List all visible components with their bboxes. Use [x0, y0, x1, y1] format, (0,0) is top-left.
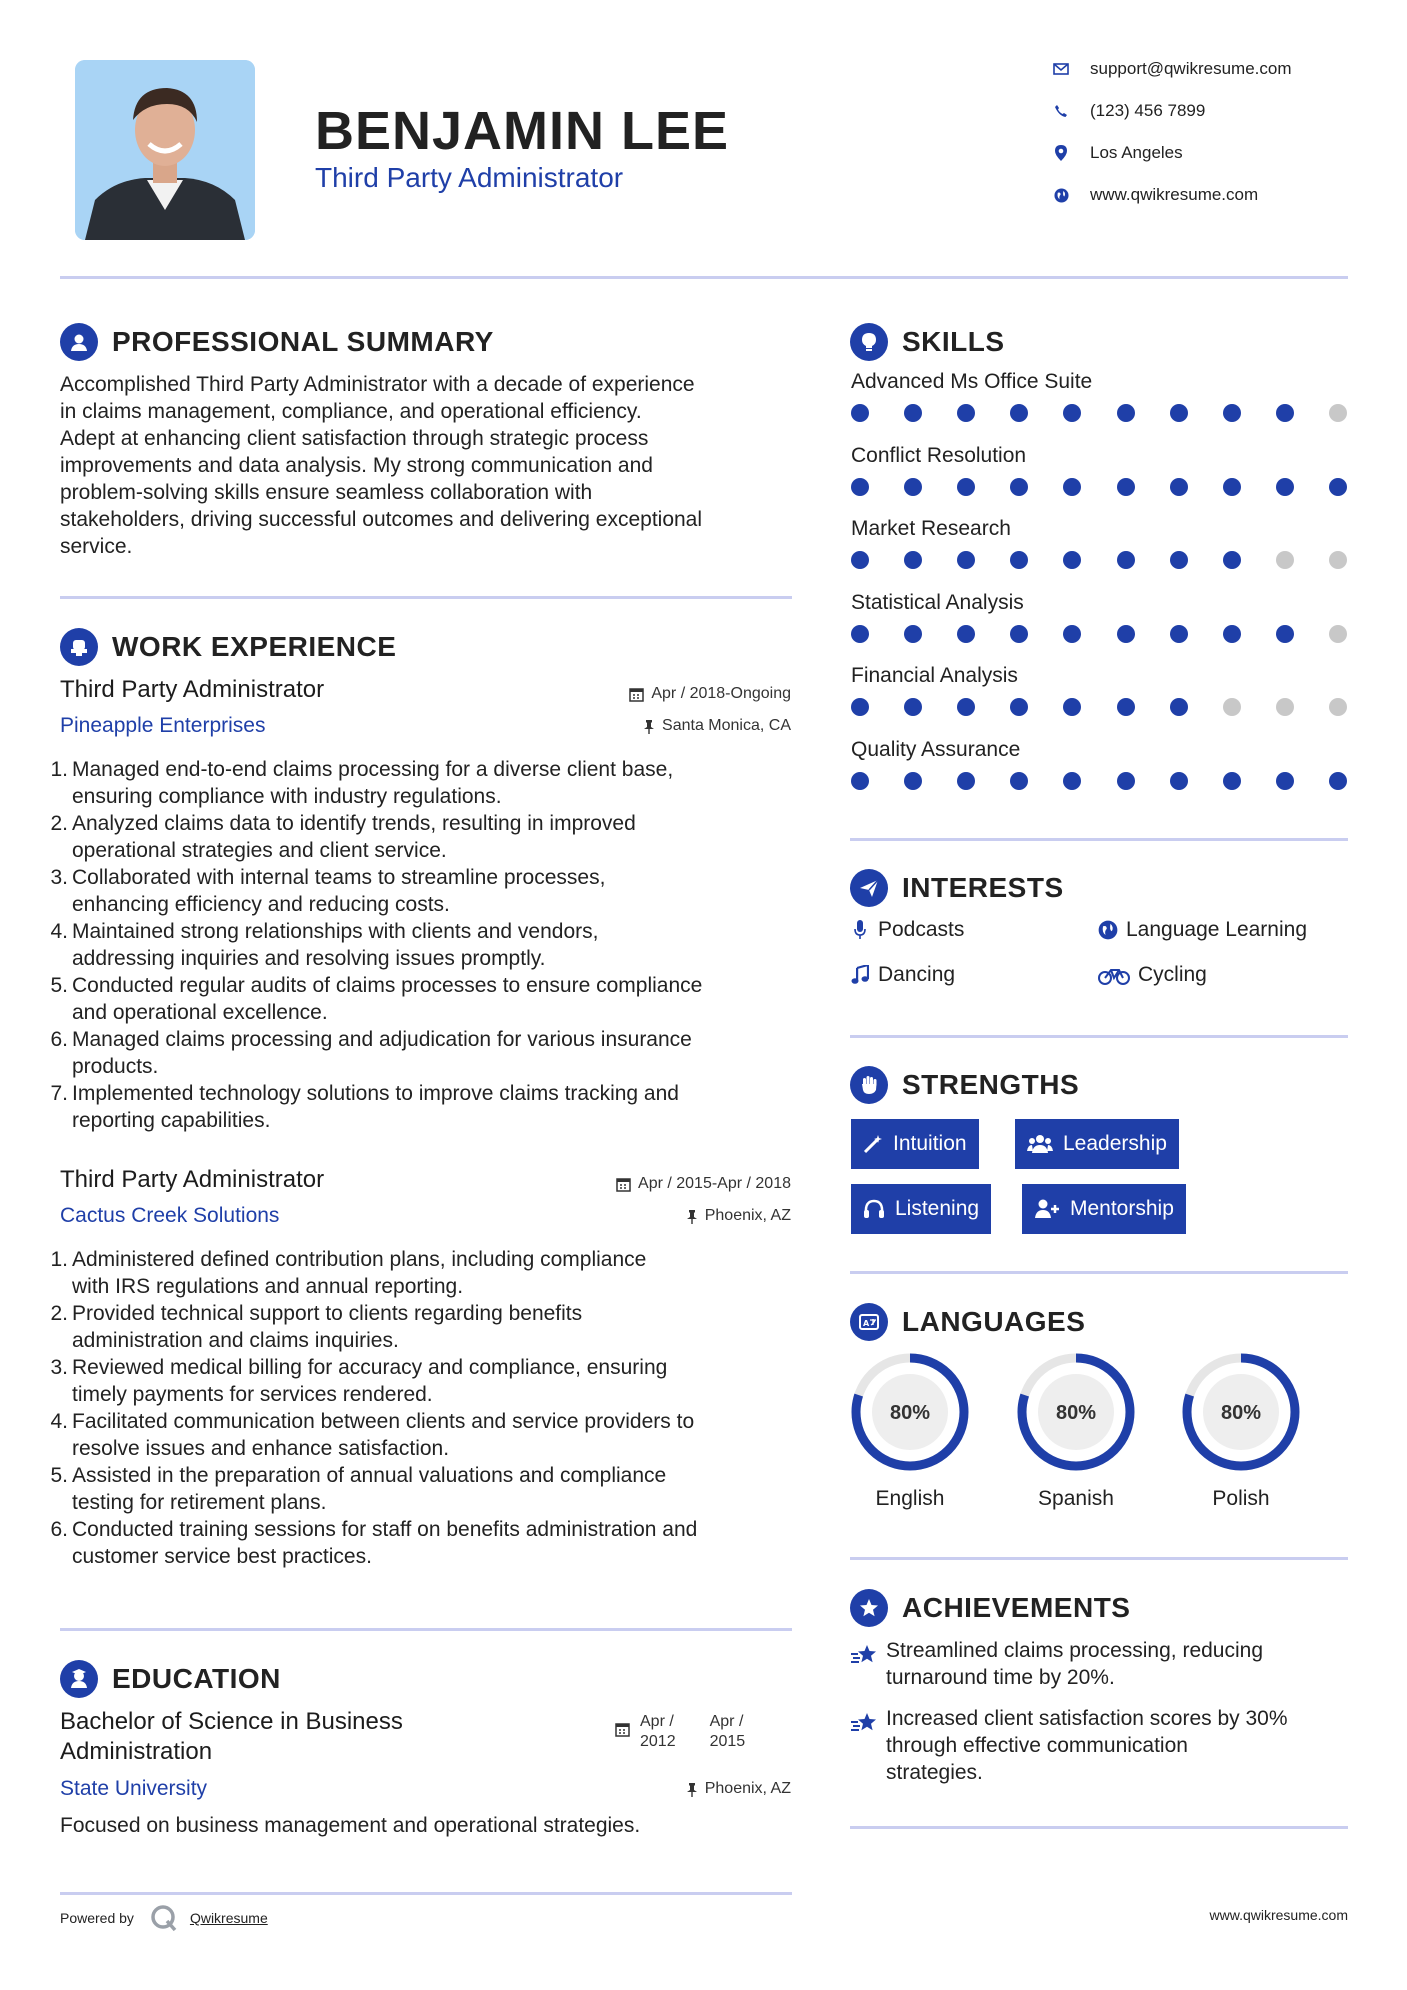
list-item: 5. Conducted regular audits of claims processes to ensure compliance and operational excellence.: [50, 974, 703, 1024]
rating-dot-filled: [904, 772, 922, 790]
rating-dot-filled: [1063, 478, 1081, 496]
language-percent: 80%: [889, 1402, 931, 1424]
rating-dot-filled: [904, 698, 922, 716]
rating-dot-filled: [957, 551, 975, 569]
skill-rating: [851, 404, 1347, 422]
star-badge-icon: [850, 1589, 888, 1627]
summary-heading: PROFESSIONAL SUMMARY: [60, 323, 494, 361]
shooting-star-icon: [850, 1643, 886, 1691]
education-dates: Apr / 2012 Apr / 2015: [615, 1712, 745, 1752]
graduate-icon: [60, 1660, 98, 1698]
briefcase-icon: [60, 628, 98, 666]
rating-dot-filled: [1063, 698, 1081, 716]
experience-divider: [60, 1628, 792, 1631]
strength-mentorship: Mentorship: [1022, 1184, 1186, 1234]
skill-rating: [851, 625, 1347, 643]
envelope-icon: [1050, 58, 1072, 80]
rating-dot-filled: [957, 478, 975, 496]
powered-by: Powered by Qwikresume: [60, 1904, 268, 1932]
user-circle-icon: [60, 323, 98, 361]
rating-dot-filled: [1276, 478, 1294, 496]
language-progress-ring: [1179, 1350, 1303, 1474]
language-name: English: [875, 1487, 945, 1510]
calendar-icon: [616, 1177, 631, 1192]
interest-dancing: Dancing: [850, 963, 955, 987]
education-divider: [60, 1892, 792, 1895]
rating-dot-filled: [1223, 551, 1241, 569]
list-item: 6. Managed claims processing and adjudication for various insurance products.: [50, 1028, 692, 1078]
list-item: 3. Reviewed medical billing for accuracy and compliance, ensuring timely payments for services rendered.: [50, 1356, 668, 1406]
rating-dot-filled: [851, 404, 869, 422]
language-percent: 80%: [1055, 1402, 1097, 1424]
rating-dot-filled: [1329, 478, 1347, 496]
list-item: 1. Administered defined contribution plans, including compliance with IRS regulations and annual reporting.: [50, 1248, 647, 1298]
pushpin-icon: [643, 719, 655, 734]
rating-dot-filled: [904, 551, 922, 569]
job-location: Santa Monica, CA: [643, 717, 791, 735]
rating-dot-filled: [1117, 625, 1135, 643]
raised-fist-icon: [850, 1066, 888, 1104]
header-divider: [60, 276, 1348, 279]
profile-photo: [75, 60, 255, 240]
skill-item: [851, 664, 1347, 716]
rating-dot-empty: [1329, 551, 1347, 569]
rating-dot-filled: [1170, 478, 1188, 496]
svg-text:A: A: [863, 1319, 870, 1328]
list-item: 2. Provided technical support to clients regarding benefits administration and claims inquiries.: [50, 1302, 583, 1352]
achievements-divider: [850, 1826, 1348, 1829]
strengths-divider: [850, 1271, 1348, 1274]
language-item: [1014, 1350, 1138, 1479]
skill-name: Quality Assurance: [851, 737, 1021, 761]
education-heading: EDUCATION: [60, 1660, 281, 1698]
rating-dot-filled: [1170, 772, 1188, 790]
rating-dot-filled: [1170, 551, 1188, 569]
rating-dot-filled: [1170, 625, 1188, 643]
phone-icon: [1050, 100, 1072, 122]
rating-dot-filled: [1170, 698, 1188, 716]
rating-dot-filled: [1223, 772, 1241, 790]
skill-name: Financial Analysis: [851, 664, 1018, 687]
rating-dot-filled: [1010, 698, 1028, 716]
list-item: 4. Facilitated communication between clients and service providers to resolve issues and enhance satisfaction.: [50, 1410, 695, 1460]
list-item: 1. Managed end-to-end claims processing for a diverse client base, ensuring compliance with industry regulations.: [50, 758, 674, 808]
interest-language-learning: Language Learning: [1098, 918, 1307, 942]
rating-dot-empty: [1329, 698, 1347, 716]
skill-item: [851, 738, 1347, 790]
job-company: Cactus Creek Solutions: [60, 1204, 280, 1227]
contact-location: Los Angeles: [1050, 142, 1183, 164]
job-dates: Apr / 2015-Apr / 2018: [616, 1175, 791, 1193]
lightbulb-icon: [850, 323, 888, 361]
rating-dot-filled: [1223, 404, 1241, 422]
magic-wand-icon: [863, 1134, 883, 1154]
education-description: Focused on business management and operational strategies.: [60, 1814, 641, 1837]
language-name: Spanish: [1038, 1487, 1114, 1510]
rating-dot-filled: [1117, 772, 1135, 790]
rating-dot-filled: [957, 404, 975, 422]
strength-leadership: Leadership: [1015, 1119, 1179, 1169]
skill-name: Statistical Analysis: [851, 590, 1024, 614]
rating-dot-filled: [1010, 772, 1028, 790]
language-card-icon: [850, 1303, 888, 1341]
skill-name: Advanced Ms Office Suite: [851, 370, 1093, 393]
language-percent: 80%: [1220, 1402, 1262, 1424]
achievements-heading: ACHIEVEMENTS: [850, 1589, 1130, 1627]
skill-name: Conflict Resolution: [851, 443, 1027, 467]
rating-dot-filled: [1063, 772, 1081, 790]
candidate-name: BENJAMIN LEE: [315, 101, 730, 161]
users-icon: [1027, 1134, 1053, 1154]
skill-item: [851, 591, 1347, 643]
list-item: 5. Assisted in the preparation of annual valuations and compliance testing for retirement plans.: [50, 1464, 667, 1514]
candidate-title: Third Party Administrator: [315, 162, 624, 193]
skill-name: Market Research: [851, 517, 1011, 540]
education-degree: Bachelor of Science in Business Administration: [60, 1708, 403, 1765]
calendar-icon: [615, 1722, 630, 1752]
summary-divider: [60, 596, 792, 599]
calendar-icon: [629, 687, 644, 702]
skill-item: [851, 517, 1347, 569]
pushpin-icon: [686, 1209, 698, 1224]
language-item: [1179, 1350, 1303, 1479]
rating-dot-empty: [1276, 698, 1294, 716]
achievement-item: Increased client satisfaction scores by 30% through effective communication strategies.: [850, 1705, 1350, 1786]
list-item: 6. Conducted training sessions for staff on benefits administration and customer service best practices.: [50, 1518, 698, 1568]
rating-dot-filled: [1010, 551, 1028, 569]
rating-dot-filled: [1010, 478, 1028, 496]
job-title: Third Party Administrator: [60, 1166, 325, 1193]
language-progress-ring: [1014, 1350, 1138, 1474]
qwikresume-link[interactable]: Qwikresume: [189, 1910, 268, 1926]
rating-dot-filled: [957, 698, 975, 716]
interest-podcasts: Podcasts: [850, 918, 964, 942]
rating-dot-empty: [1329, 625, 1347, 643]
skills-heading: SKILLS: [850, 323, 1005, 361]
rating-dot-empty: [1223, 698, 1241, 716]
qwikresume-logo-icon: [150, 1904, 178, 1932]
strength-listening: Listening: [851, 1184, 991, 1234]
globe-icon: [1098, 920, 1118, 940]
rating-dot-filled: [851, 551, 869, 569]
job-title: Third Party Administrator: [60, 676, 325, 703]
list-item: 2. Analyzed claims data to identify trends, resulting in improved operational strategies and client service.: [50, 812, 636, 862]
language-progress-ring: [848, 1350, 972, 1474]
skill-rating: [851, 698, 1347, 716]
list-item: 4. Maintained strong relationships with clients and vendors, addressing inquiries and resolving issues promptly.: [50, 920, 599, 970]
contact-email[interactable]: support@qwikresume.com: [1050, 58, 1292, 80]
rating-dot-filled: [1117, 698, 1135, 716]
rating-dot-filled: [1223, 478, 1241, 496]
paper-plane-icon: [850, 869, 888, 907]
rating-dot-filled: [1063, 551, 1081, 569]
footer-website[interactable]: www.qwikresume.com: [1209, 1907, 1348, 1923]
skill-rating: [851, 772, 1347, 790]
contact-phone[interactable]: (123) 456 7899: [1050, 100, 1205, 122]
skill-rating: [851, 551, 1347, 569]
languages-divider: [850, 1557, 1348, 1560]
language-name: Polish: [1212, 1487, 1270, 1510]
rating-dot-empty: [1329, 404, 1347, 422]
rating-dot-filled: [1010, 625, 1028, 643]
strength-intuition: Intuition: [851, 1119, 979, 1169]
skill-item: [851, 444, 1347, 496]
languages-heading: A LANGUAGES: [850, 1303, 1085, 1341]
music-note-icon: [850, 965, 870, 985]
user-plus-icon: [1034, 1199, 1060, 1219]
achievement-item: Streamlined claims processing, reducing turnaround time by 20%.: [850, 1637, 1350, 1691]
rating-dot-filled: [1170, 404, 1188, 422]
rating-dot-filled: [851, 698, 869, 716]
list-item: 3. Collaborated with internal teams to streamline processes, enhancing efficiency and reducing costs.: [50, 866, 606, 916]
rating-dot-empty: [1276, 551, 1294, 569]
skill-item: [851, 370, 1347, 422]
job-duties-list: [50, 1246, 800, 1570]
rating-dot-filled: [1223, 625, 1241, 643]
education-location: Phoenix, AZ: [686, 1780, 791, 1798]
rating-dot-filled: [1276, 625, 1294, 643]
rating-dot-filled: [957, 625, 975, 643]
job-company: Pineapple Enterprises: [60, 714, 266, 737]
strengths-heading: STRENGTHS: [850, 1066, 1079, 1104]
education-school: State University: [60, 1777, 208, 1800]
rating-dot-filled: [957, 772, 975, 790]
summary-text: Accomplished Third Party Administrator with a decade of experience in claims management, compliance, and operational efficiency. Adept at enhancing client satisfaction through strategic process improvements and data analysis. My strong communication and problem-solving skills ensure seamless collaboration with stakeholders, driving successful outcomes and delivering exceptional service.: [60, 373, 703, 558]
job-location: Phoenix, AZ: [686, 1207, 791, 1225]
skill-rating: [851, 478, 1347, 496]
rating-dot-filled: [1063, 625, 1081, 643]
rating-dot-filled: [851, 478, 869, 496]
map-pin-icon: [1050, 142, 1072, 164]
rating-dot-filled: [1117, 551, 1135, 569]
rating-dot-filled: [1010, 404, 1028, 422]
shooting-star-icon: [850, 1711, 886, 1786]
rating-dot-filled: [851, 625, 869, 643]
job-duties-list: [50, 756, 800, 1134]
bicycle-icon: [1098, 965, 1130, 985]
rating-dot-filled: [1329, 772, 1347, 790]
rating-dot-filled: [1276, 404, 1294, 422]
rating-dot-filled: [1063, 404, 1081, 422]
interests-heading: INTERESTS: [850, 869, 1064, 907]
language-item: [848, 1350, 972, 1479]
microphone-icon: [850, 920, 870, 940]
job-dates: Apr / 2018-Ongoing: [629, 685, 791, 703]
interest-cycling: Cycling: [1098, 963, 1207, 987]
interests-divider: [850, 1035, 1348, 1038]
rating-dot-filled: [1276, 772, 1294, 790]
contact-website[interactable]: www.qwikresume.com: [1050, 184, 1258, 206]
skills-divider: [850, 838, 1348, 841]
rating-dot-filled: [1117, 404, 1135, 422]
list-item: 7. Implemented technology solutions to improve claims tracking and reporting capabilities.: [50, 1082, 679, 1132]
rating-dot-filled: [904, 625, 922, 643]
globe-icon: [1050, 184, 1072, 206]
headphones-icon: [863, 1199, 885, 1219]
experience-heading: WORK EXPERIENCE: [60, 628, 396, 666]
rating-dot-filled: [851, 772, 869, 790]
rating-dot-filled: [904, 478, 922, 496]
rating-dot-filled: [1117, 478, 1135, 496]
rating-dot-filled: [904, 404, 922, 422]
pushpin-icon: [686, 1782, 698, 1797]
